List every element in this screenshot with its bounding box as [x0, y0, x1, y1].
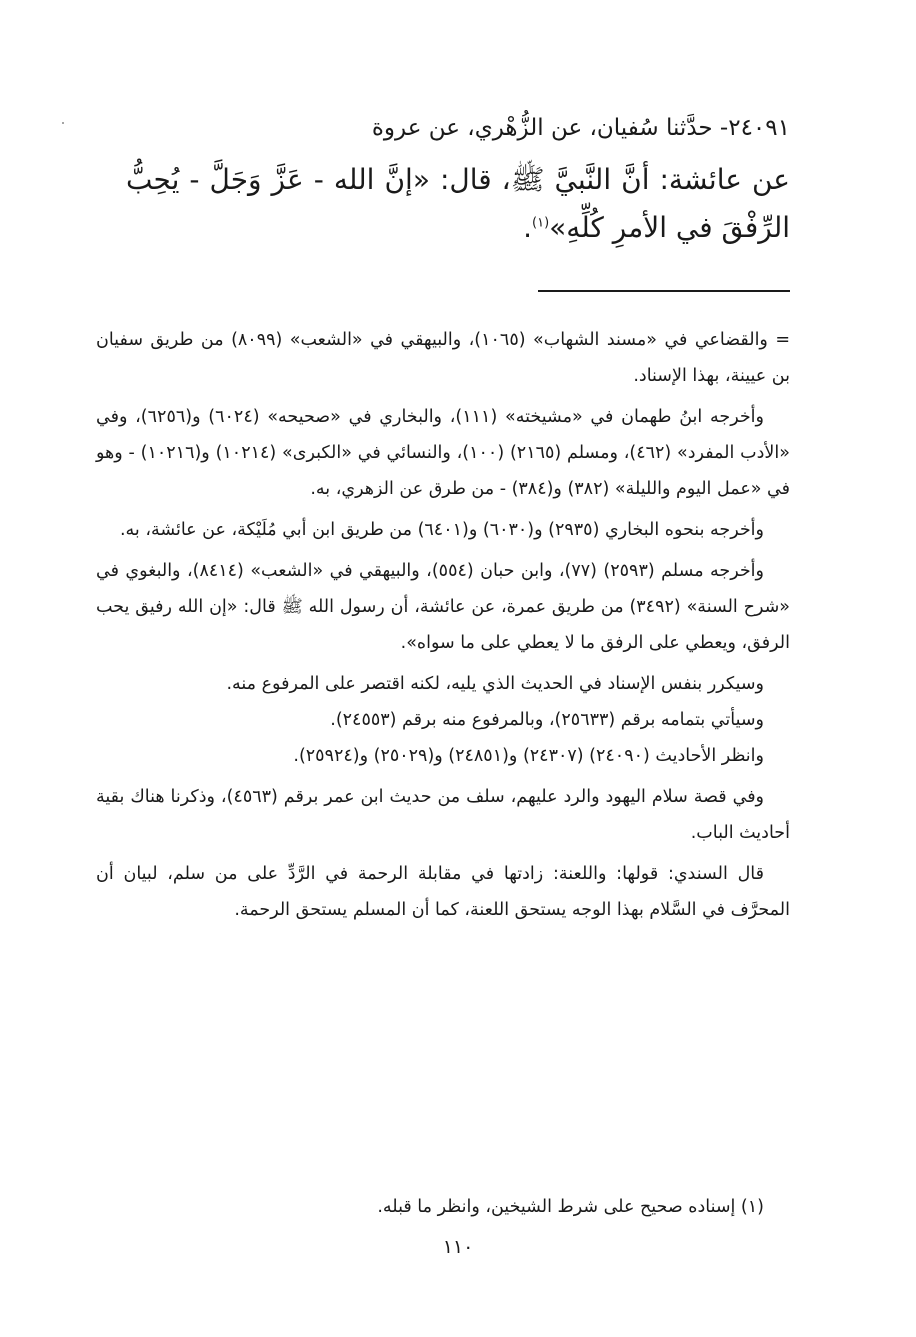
footnote-marker: (١): [532, 215, 550, 231]
note-paragraph: وسيكرر بنفس الإسناد في الحديث الذي يليه، لكنه اقتصر على المرفوع منه.: [226, 674, 764, 694]
note-paragraph: وسيأتي بتمامه برقم (٢٥٦٣٣)، وبالمرفوع منه برقم (٢٤٥٥٣).: [330, 710, 764, 730]
note-paragraph: = والقضاعي في «مسند الشهاب» (١٠٦٥)، والبيهقي في «الشعب» (٨٠٩٩) من طريق سفيان بن عيينة، بهذا الإسناد.: [96, 330, 790, 386]
hadith-chain: ٢٤٠٩١- حدَّثنا سُفيان، عن الزُّهْري، عن عروة: [371, 115, 790, 141]
note-paragraph: وأخرجه بنحوه البخاري (٢٩٣٥) و(٦٠٣٠) و(٦٤٠١) من طريق ابن أبي مُلَيْكة، عن عائشة، به.: [119, 520, 764, 540]
scan-speck: [62, 122, 64, 124]
note-paragraph: وانظر الأحاديث (٢٤٠٩٠) (٢٤٣٠٧) و(٢٤٨٥١) و(٢٥٠٢٩) و(٢٥٩٢٤).: [293, 746, 764, 766]
hadith-end-punct: .: [523, 211, 532, 244]
footnote-separator: [538, 290, 790, 292]
note-paragraph: وأخرجه مسلم (٢٥٩٣) (٧٧)، وابن حبان (٥٥٤)، والبيهقي في «الشعب» (٨٤١٤)، والبغوي في «شرح السنة» (٣٤٩٢) من طريق عمرة، عن عائشة، أن رسول الله ﷺ قال: «إن الله رفيق يحب الرفق، ويعطي على الرفق ما لا يعطي على ما سواه».: [96, 561, 790, 653]
hadith-text-body: عن عائشة: أنَّ النَّبيَّ ﷺ، قال: «إنَّ الله - عَزَّ وَجَلَّ - يُحِبُّ الرِّفْقَ في الأمرِ كُلِّهِ»: [126, 163, 790, 244]
note-paragraph: قال السندي: قولها: واللعنة: زادتها في مقابلة الرحمة في الرَّدِّ على من سلم، لبيان أن المحرَّف في السَّلام بهذا الوجه يستحق اللعنة، كما أن المسلم يستحق الرحمة.: [96, 864, 790, 920]
note-paragraph: وفي قصة سلام اليهود والرد عليهم، سلف من حديث ابن عمر برقم (٤٥٦٣)، وذكرنا هناك بقية أحاديث الباب.: [96, 787, 790, 843]
note-paragraph: وأخرجه ابنُ طهمان في «مشيخته» (١١١)، والبخاري في «صحيحه» (٦٠٢٤) و(٦٢٥٦)، وفي «الأدب المفرد» (٤٦٢)، ومسلم (٢١٦٥) (١٠٠)، والنسائي في «الكبرى» (١٠٢١٤) و(١٠٢١٦) - وهو في «عمل اليوم والليلة» (٣٨٢) و(٣٨٤) - من طرق عن الزهري، به.: [96, 407, 790, 499]
page-number: ١١٠: [442, 1236, 474, 1258]
hadith-block: [126, 108, 790, 252]
footnotes-continued: [96, 322, 790, 933]
footnote-1: (١) إسناده صحيح على شرط الشيخين، وانظر ما قبله.: [377, 1197, 764, 1217]
hadith-text: [126, 156, 790, 252]
